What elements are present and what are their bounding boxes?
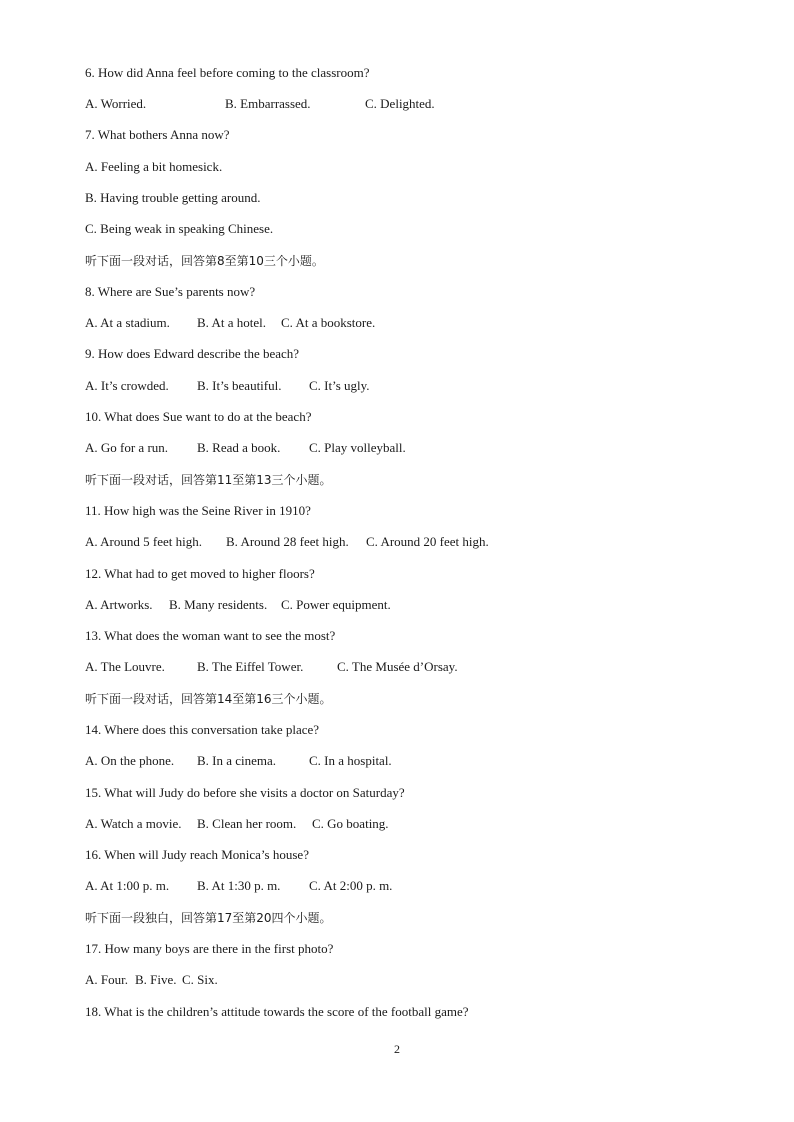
question-17-options <box>85 972 218 988</box>
option-a: A. At 1:00 p. m. <box>85 878 170 893</box>
question-12-options <box>85 597 391 613</box>
option-c: C. The Musée d’Orsay. <box>337 659 458 674</box>
option-c: C. In a hospital. <box>309 753 392 768</box>
question-7: 7. What bothers Anna now? <box>85 127 230 142</box>
option-b: B. At 1:30 p. m. <box>197 878 281 893</box>
question-8-options <box>85 315 375 331</box>
option-c: C. Delighted. <box>365 96 435 111</box>
option-b: B. The Eiffel Tower. <box>197 659 304 674</box>
instruction-11-13: 听下面一段对话，回答第11至第13三个小题。 <box>85 473 332 487</box>
option-b: B. Embarrassed. <box>225 96 311 111</box>
question-12: 12. What had to get moved to higher floors? <box>85 566 315 581</box>
option-c: C. At 2:00 p. m. <box>309 878 393 893</box>
question-9-options <box>85 378 370 394</box>
question-16: 16. When will Judy reach Monica’s house? <box>85 847 309 862</box>
option-a: A. At a stadium. <box>85 315 170 330</box>
option-b: B. Read a book. <box>197 440 281 455</box>
option-b: B. Around 28 feet high. <box>226 534 349 549</box>
question-15: 15. What will Judy do before she visits a doctor on Saturday? <box>85 785 405 800</box>
option-c: C. It’s ugly. <box>309 378 370 393</box>
question-6-options <box>85 96 435 112</box>
question-6: 6. How did Anna feel before coming to the classroom? <box>85 65 370 80</box>
instruction-17-20: 听下面一段独白，回答第17至第20四个小题。 <box>85 911 332 925</box>
option-a: A. The Louvre. <box>85 659 165 674</box>
question-7-option-a: A. Feeling a bit homesick. <box>85 159 223 174</box>
page-number: 2 <box>394 1042 400 1056</box>
option-b: B. In a cinema. <box>197 753 277 768</box>
question-14: 14. Where does this conversation take place? <box>85 722 320 737</box>
question-17: 17. How many boys are there in the first photo? <box>85 941 334 956</box>
option-c: C. Go boating. <box>312 816 389 831</box>
question-14-options <box>85 753 392 769</box>
question-8: 8. Where are Sue’s parents now? <box>85 284 256 299</box>
option-a: A. Worried. <box>85 96 147 111</box>
question-10: 10. What does Sue want to do at the beach? <box>85 409 312 424</box>
option-c: C. Play volleyball. <box>309 440 406 455</box>
option-b: B. Clean her room. <box>197 816 297 831</box>
option-c: C. Power equipment. <box>281 597 391 612</box>
option-a: A. Around 5 feet high. <box>85 534 202 549</box>
question-11: 11. How high was the Seine River in 1910? <box>85 503 311 518</box>
option-b: B. It’s beautiful. <box>197 378 282 393</box>
option-c: C. Six. <box>182 972 218 987</box>
option-a: A. It’s crowded. <box>85 378 169 393</box>
option-a: A. Go for a run. <box>85 440 169 455</box>
option-a: A. On the phone. <box>85 753 175 768</box>
option-a: A. Watch a movie. <box>85 816 182 831</box>
question-7-option-c: C. Being weak in speaking Chinese. <box>85 221 274 236</box>
option-b: B. At a hotel. <box>197 315 266 330</box>
question-13-options <box>85 659 458 675</box>
question-13: 13. What does the woman want to see the most? <box>85 628 336 643</box>
question-16-options <box>85 878 392 894</box>
option-c: C. At a bookstore. <box>281 315 376 330</box>
option-b: B. Many residents. <box>169 597 268 612</box>
question-15-options <box>85 816 389 832</box>
question-18: 18. What is the children’s attitude towards the score of the football game? <box>85 1004 469 1019</box>
option-b: B. Five. <box>135 972 177 987</box>
question-7-option-b: B. Having trouble getting around. <box>85 190 261 205</box>
option-a: A. Artworks. <box>85 597 153 612</box>
option-a: A. Four. <box>85 972 128 987</box>
instruction-14-16: 听下面一段对话，回答第14至第16三个小题。 <box>85 692 332 706</box>
question-9: 9. How does Edward describe the beach? <box>85 346 300 361</box>
question-10-options <box>85 440 406 456</box>
option-c: C. Around 20 feet high. <box>366 534 489 549</box>
instruction-8-10: 听下面一段对话，回答第8至第10三个小题。 <box>85 254 324 268</box>
question-11-options <box>85 534 489 550</box>
